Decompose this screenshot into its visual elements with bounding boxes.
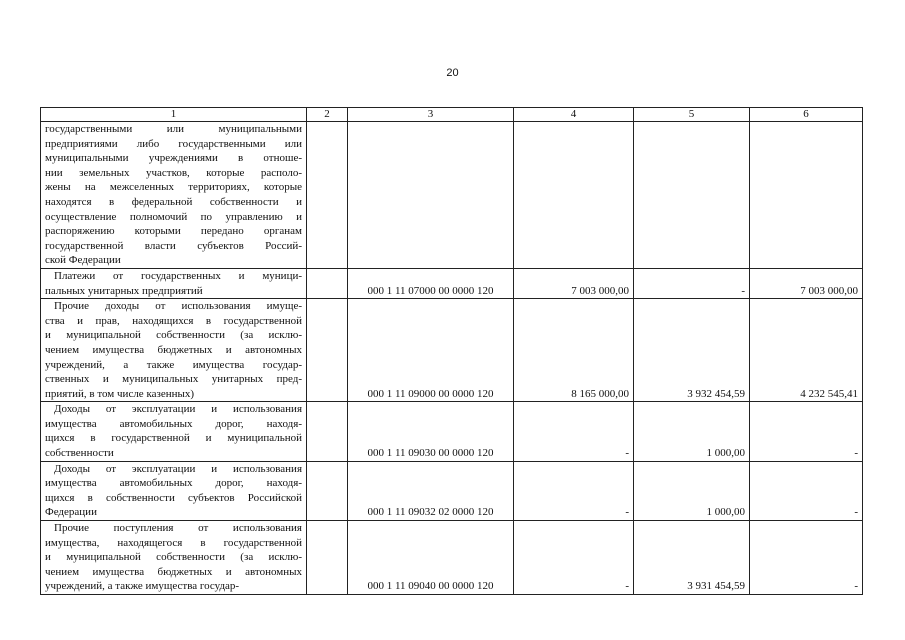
column-header: 2 (307, 108, 348, 122)
budget-revenue-table (40, 107, 863, 595)
value-col4-cell: - (514, 521, 634, 595)
description-line: распоряжению которыми передано органам (45, 225, 302, 238)
description-line: ства и прав, находящихся в государственной (45, 314, 302, 327)
budget-code-cell: 000 1 11 09030 00 0000 120 (348, 402, 514, 461)
description-line: имущества автомобильных дорог, находя- (45, 417, 302, 430)
description-line: Прочие доходы от использования имуще- (54, 300, 302, 313)
description-line: ской Федерации (45, 254, 121, 267)
budget-code-cell (348, 122, 514, 269)
budget-code-cell: 000 1 11 09040 00 0000 120 (348, 521, 514, 595)
table-row (41, 299, 863, 402)
value-col4-cell: - (514, 402, 634, 461)
description-line: муниципальными учреждениями в отноше- (45, 152, 302, 165)
row-description (41, 402, 307, 461)
description-line: Доходы от эксплуатации и использования (54, 462, 302, 475)
value-col5-cell: 1 000,00 (634, 402, 750, 461)
description-line: чением имущества бюджетных и автономных (45, 565, 302, 578)
description-line: Прочие поступления от использования (54, 522, 302, 535)
description-line: имущества автомобильных дорог, находя- (45, 477, 302, 490)
description-line: предприятиями либо государственными или (45, 137, 302, 150)
budget-code-cell: 000 1 11 09000 00 0000 120 (348, 299, 514, 402)
description-line: Платежи от государственных и муници- (54, 269, 302, 282)
description-line: щихся в собственности субъектов Российской (45, 491, 302, 504)
column-2-cell (307, 122, 348, 269)
description-line: нии земельных участков, которые располо- (45, 166, 302, 179)
column-2-cell (307, 521, 348, 595)
row-description (41, 122, 307, 269)
description-line: приятий, в том числе казенных) (45, 387, 195, 400)
description-line: Федерации (45, 506, 97, 519)
description-line: учреждений, а также имущества государ- (45, 358, 302, 371)
description-line: и муниципальной собственности (за исклю- (45, 329, 302, 342)
description-line: Доходы от эксплуатации и использования (54, 403, 302, 416)
table-row (41, 268, 863, 298)
description-line: щихся в государственной и муниципальной (45, 432, 302, 445)
value-col5-cell: - (634, 268, 750, 298)
table-row (41, 402, 863, 461)
table-row (41, 521, 863, 595)
description-line: государственной власти субъектов Россий- (45, 239, 302, 252)
description-line: ственных и муниципальных унитарных пред- (45, 373, 302, 386)
table-header-row (41, 108, 863, 122)
description-line: чением имущества бюджетных и автономных (45, 343, 302, 356)
row-description (41, 268, 307, 298)
description-line: осуществление полномочий по управлению и (45, 210, 302, 223)
description-line: находятся в федеральной собственности и (45, 195, 302, 208)
description-line: и муниципальной собственности (за исклю- (45, 551, 302, 564)
column-2-cell (307, 268, 348, 298)
value-col4-cell: - (514, 461, 634, 520)
value-col6-cell: - (750, 402, 863, 461)
description-line: пальных унитарных предприятий (45, 284, 203, 297)
value-col5-cell (634, 122, 750, 269)
column-header: 5 (634, 108, 750, 122)
column-header: 4 (514, 108, 634, 122)
page-number: 20 (446, 67, 459, 79)
table-row (41, 461, 863, 520)
column-2-cell (307, 461, 348, 520)
description-line: государственными или муниципальными (45, 123, 302, 135)
value-col5-cell: 3 932 454,59 (634, 299, 750, 402)
value-col4-cell (514, 122, 634, 269)
budget-code-cell: 000 1 11 09032 02 0000 120 (348, 461, 514, 520)
value-col6-cell: 4 232 545,41 (750, 299, 863, 402)
column-header: 6 (750, 108, 863, 122)
row-description (41, 521, 307, 595)
value-col4-cell: 7 003 000,00 (514, 268, 634, 298)
description-line: жены на межселенных территориях, которые (45, 181, 302, 194)
table-body (41, 122, 863, 595)
value-col6-cell (750, 122, 863, 269)
description-line: учреждений, а также имущества государ- (45, 580, 240, 593)
budget-code-cell: 000 1 11 07000 00 0000 120 (348, 268, 514, 298)
description-line: имущества, находящегося в государственной (45, 536, 302, 549)
value-col4-cell: 8 165 000,00 (514, 299, 634, 402)
value-col5-cell: 1 000,00 (634, 461, 750, 520)
value-col5-cell: 3 931 454,59 (634, 521, 750, 595)
row-description (41, 299, 307, 402)
value-col6-cell: - (750, 521, 863, 595)
value-col6-cell: - (750, 461, 863, 520)
value-col6-cell: 7 003 000,00 (750, 268, 863, 298)
column-header: 3 (348, 108, 514, 122)
column-2-cell (307, 299, 348, 402)
table-row (41, 122, 863, 269)
row-description (41, 461, 307, 520)
column-2-cell (307, 402, 348, 461)
description-line: собственности (45, 447, 114, 460)
column-header: 1 (41, 108, 307, 122)
